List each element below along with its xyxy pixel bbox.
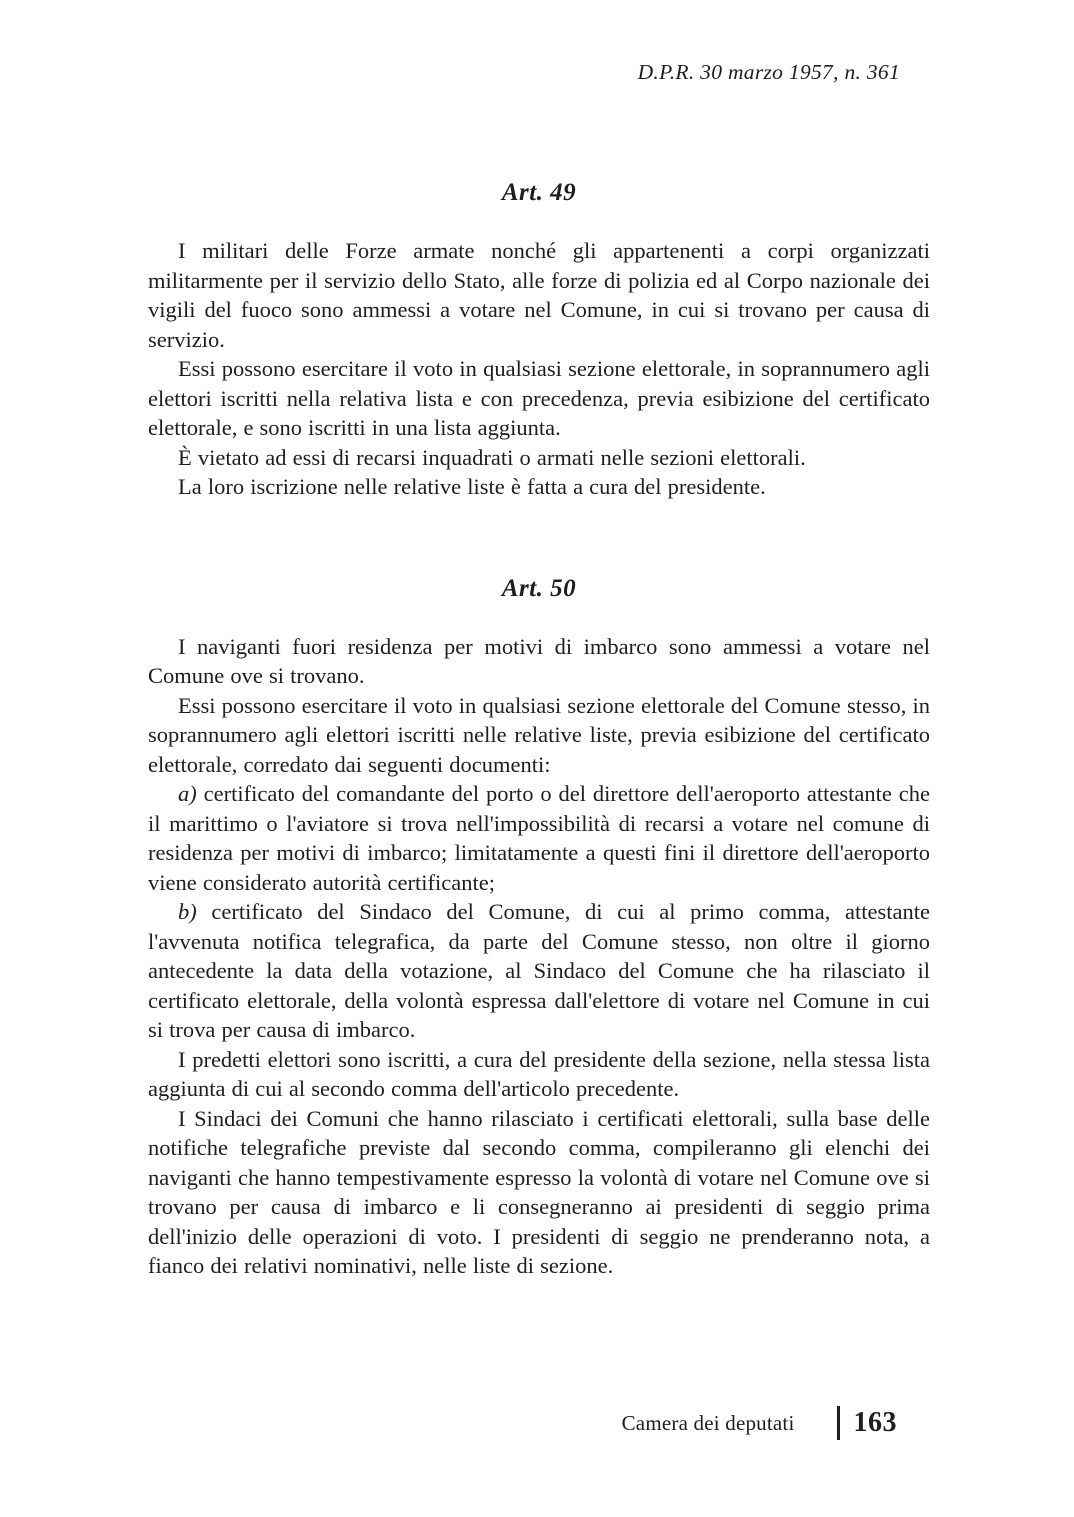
paragraph: [148, 632, 930, 691]
paragraph: [148, 354, 930, 443]
running-header: D.P.R. 30 marzo 1957, n. 361: [637, 60, 900, 84]
paragraph: [148, 1045, 930, 1104]
paragraph-text: I militari delle Forze armate nonché gli appartenenti a corpi organizzati militarmente per il servizio dello Stato, alle forze di polizia ed al Corpo nazionale dei vigili del fuoco sono ammessi a votare nel Comune, in cui si trovano per causa di servizio.: [148, 238, 930, 352]
footer-publication: Camera dei deputati: [621, 1410, 795, 1435]
paragraph-text: Essi possono esercitare il voto in qualsiasi sezione elettorale del Comune stesso, in soprannumero agli elettori iscritti nelle relative liste, previa esibizione del certificato elettorale, corredato dai seguenti documenti:: [148, 692, 930, 777]
paragraph-text: certificato del comandante del porto o del direttore dell'aeroporto attestante che il marittimo o l'aviatore si trova nell'impossibilità di recarsi a votare nel comune di residenza per motivi di imbarco; limitatamente a questi fini il direttore dell'aeroporto viene considerato autorità certificante;: [148, 781, 930, 895]
article: [148, 180, 930, 502]
paragraph-text: La loro iscrizione nelle relative liste è fatta a cura del presidente.: [178, 474, 766, 499]
paragraph: [148, 443, 930, 473]
footer-divider-bar: [837, 1406, 840, 1440]
list-item-marker: b): [178, 899, 197, 924]
article: [148, 576, 930, 1281]
paragraph-text: Essi possono esercitare il voto in qualsiasi sezione elettorale, in soprannumero agli elettori iscritti nella relativa lista e con precedenza, previa esibizione del certificato elettorale, e sono iscritti in una lista aggiunta.: [148, 356, 930, 440]
paragraph-text: I Sindaci dei Comuni che hanno rilasciato i certificati elettorali, sulla base delle notifiche telegrafiche previste dal secondo comma, compileranno gli elenchi dei naviganti che hanno tempestivamente espresso la volontà di votare nel Comune ove si trovano per causa di imbarco e li consegneranno ai presidenti di seggio prima dell'inizio delle operazioni di voto. I presidenti di seggio ne prenderanno nota, a fianco dei relativi nominativi, nelle liste di sezione.: [148, 1105, 930, 1278]
paragraph: [148, 1104, 930, 1281]
paragraph: [148, 691, 930, 780]
page-footer: [622, 1406, 897, 1440]
document-body: [148, 180, 930, 1281]
paragraph-text: È vietato ad essi di recarsi inquadrati o armati nelle sezioni elettorali.: [178, 444, 806, 470]
article-title: Art. 50: [501, 574, 577, 602]
paragraph-text: I predetti elettori sono iscritti, a cura del presidente della sezione, nella stessa lista aggiunta di cui al secondo comma dell'articolo precedente.: [148, 1046, 930, 1101]
page-number: 163: [853, 1407, 897, 1438]
paragraph-text: certificato del Sindaco del Comune, di cui al primo comma, attestante l'avvenuta notifica telegrafica, da parte del Comune stesso, non oltre il giorno antecedente la data della votazione, al Sindaco del Comune che ha rilasciato il certificato elettorale, della volontà espressa dall'elettore di votare nel Comune in cui si trova per causa di imbarco.: [148, 899, 930, 1042]
article-title: Art. 49: [501, 179, 577, 206]
paragraph: [148, 779, 930, 897]
paragraph: [148, 472, 930, 502]
list-item-marker: a): [178, 781, 197, 806]
paragraph: [148, 897, 930, 1045]
paragraph: [148, 236, 930, 354]
paragraph-text: I naviganti fuori residenza per motivi di imbarco sono ammessi a votare nel Comune ove si trovano.: [148, 633, 930, 688]
